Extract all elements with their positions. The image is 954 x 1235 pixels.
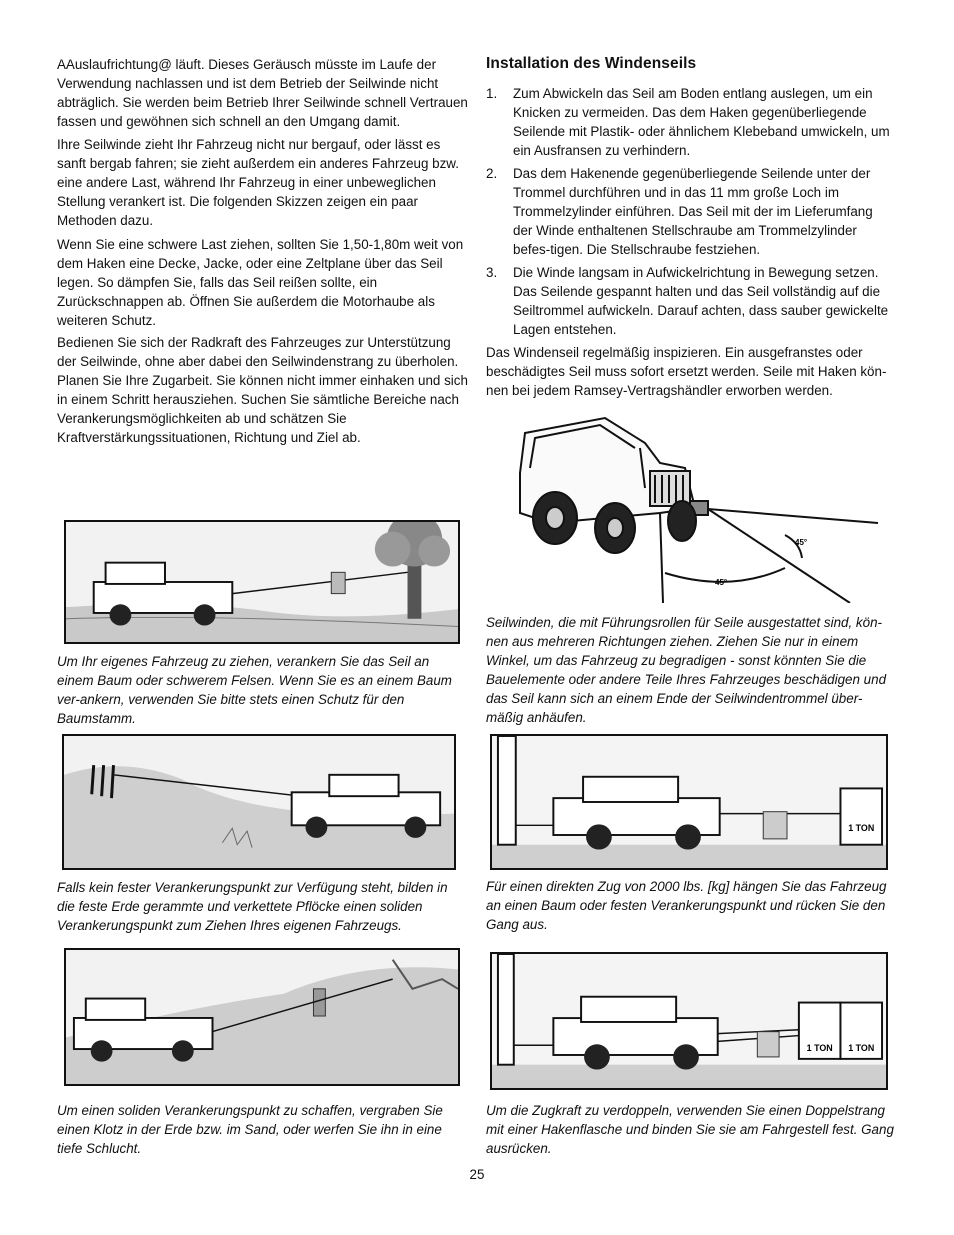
load-label-a: 1 TON	[806, 1043, 833, 1054]
paragraph-inspection: Das Windenseil regelmäßig inspizieren. Ein ausgefranstes oder beschädigtes Seil muss sofort ersetzt werden. Seile mit Haken kön-nen bei jedem Ramsey-Vertragshändler erworben werden.	[486, 345, 887, 398]
caption-buried-anchor: Um einen soliden Verankerungspunkt zu schaffen, vergraben Sie einen Klotz in der Erde bzw. im Sand, oder werfen Sie ihn in eine tiefe Schlucht.	[57, 1103, 443, 1156]
list-item-step-2	[486, 164, 894, 259]
direct-pull-illustration	[492, 736, 886, 868]
paragraph-planning: Bedienen Sie sich der Radkraft des Fahrzeuges zur Unterstützung der Seilwinde, ohne aber dabei den Seilwindenstrang zu überholen. Planen Sie Ihre Zugarbeit. Sie können nicht immer einhaken und sich in einem Schritt herausziehen. Suchen Sie sämtliche Bereiche nach Verankerungsmöglichkeiten ab und schätzen Sie Kraftverstärkungssituationen, Richtung und Ziel ab.	[57, 335, 468, 445]
figure-angle-pull	[510, 413, 882, 603]
page-number: 25	[469, 1167, 485, 1182]
step-number: 1.	[486, 86, 498, 101]
caption-tree-anchor: Um Ihr eigenes Fahrzeug zu ziehen, verankern Sie das Seil an einem Baum oder schwerem Felsen. Wenn Sie es an einem Baum ver-ankern, verwenden Sie bitte stets einen Schutz für den Baumstamm.	[57, 654, 452, 726]
angle-label-upper: 45°	[795, 538, 808, 547]
figure-direct-pull	[490, 734, 888, 870]
step-text: Zum Abwickeln das Seil am Boden entlang auslegen, um ein Knicken zu vermeiden. Das dem Haken gegenüberliegende Seilende mit Plastik- oder ähnlichem Klebeband umwickeln, um ein Ausfransen zu verhindern.	[513, 86, 890, 158]
list-item-step-3	[486, 263, 894, 339]
load-label: 1 TON	[848, 823, 875, 834]
caption-angle-pull: Seilwinden, die mit Führungsrollen für Seile ausgestattet sind, kön-nen aus mehreren Richtungen ziehen. Ziehen Sie nur in einem Winkel, um das Fahrzeug zu begradigen - sonst könnten Sie die Bauelemente oder andere Teile Ihres Fahrzeuges beschädigen und das Seil kann sich an einem Ende der Seilwindentrommel über-mäßig anhäufen.	[486, 615, 887, 725]
paragraph-methods: Ihre Seilwinde zieht Ihr Fahrzeug nicht nur bergauf, oder lässt es sanft bergab fahren; sie zieht außerdem ein anderes Fahrzeug bzw. eine andere Last, während Ihr Fahrzeug in einer unbeweglichen Stellung verankert ist. Die folgenden Skizzen zeigen ein paar Methoden dazu.	[57, 137, 459, 228]
angle-pull-illustration	[510, 413, 882, 603]
buried-anchor-illustration	[66, 950, 458, 1084]
figure-tree-anchor	[64, 520, 460, 644]
caption-double-pull: Um die Zugkraft zu verdoppeln, verwenden Sie einen Doppelstrang mit einer Hakenflasche und binden Sie sie am Fahrgestell fest. Gang ausrücken.	[486, 1103, 894, 1156]
step-text: Die Winde langsam in Aufwickelrichtung in Bewegung setzen. Das Seilende gespannt halten und das Seil vollständig auf die Seiltrommel aufwickeln. Darauf achten, dass sauber gewickelte Lagen entstehen.	[513, 265, 889, 337]
angle-label-lower: 45°	[715, 578, 728, 587]
load-label-b: 1 TON	[848, 1043, 875, 1054]
tree-anchor-illustration	[66, 522, 458, 642]
list-item-step-1	[486, 84, 894, 160]
figure-buried-anchor	[64, 948, 460, 1086]
figure-stake-anchor	[62, 734, 456, 870]
paragraph-safety: Wenn Sie eine schwere Last ziehen, sollten Sie 1,50-1,80m weit von dem Haken eine Decke, Jacke, oder eine Zeltplane über das Seil legen. So dämpfen Sie, falls das Seil reißen sollte, ein Zurückschnappen ab. Öffnen Sie außerdem die Motorhaube als weiteren Schutz.	[57, 237, 464, 328]
step-text: Das dem Hakenende gegenüberliegende Seilende unter der Trommel durchführen und in das 11 mm große Loch im Trommelzylinder einführen. Das Seil mit der im Lieferumfang der Winde enthaltenen Stellschraube am Trommelzylinder befes-tigen. Die Stellschraube festziehen.	[513, 166, 873, 257]
figure-double-pull	[490, 952, 888, 1090]
double-pull-illustration	[492, 954, 886, 1088]
paragraph-intro: AAuslaufrichtung@ läuft. Dieses Geräusch müsste im Laufe der Verwendung nachlassen und ist dem Betrieb der Seilwinde nicht abträglich. Sie werden beim Betrieb Ihrer Seilwinde schnell Vertrauen fassen und gewöhnen sich schnell an den Umgang damit.	[57, 57, 468, 129]
step-number: 3.	[486, 265, 498, 280]
stake-anchor-illustration	[64, 736, 454, 868]
caption-stake-anchor: Falls kein fester Verankerungspunkt zur Verfügung steht, bilden in die feste Erde gerammte und verkettete Pflöcke einen soliden Verankerungspunkt zum Ziehen Ihres eigenen Fahrzeugs.	[57, 880, 448, 933]
caption-direct-pull: Für einen direkten Zug von 2000 lbs. [kg] hängen Sie das Fahrzeug an einen Baum oder festen Verankerungspunkt und rücken Sie den Gang aus.	[486, 879, 887, 932]
step-number: 2.	[486, 166, 498, 181]
section-heading: Installation des Windenseils	[486, 55, 697, 72]
